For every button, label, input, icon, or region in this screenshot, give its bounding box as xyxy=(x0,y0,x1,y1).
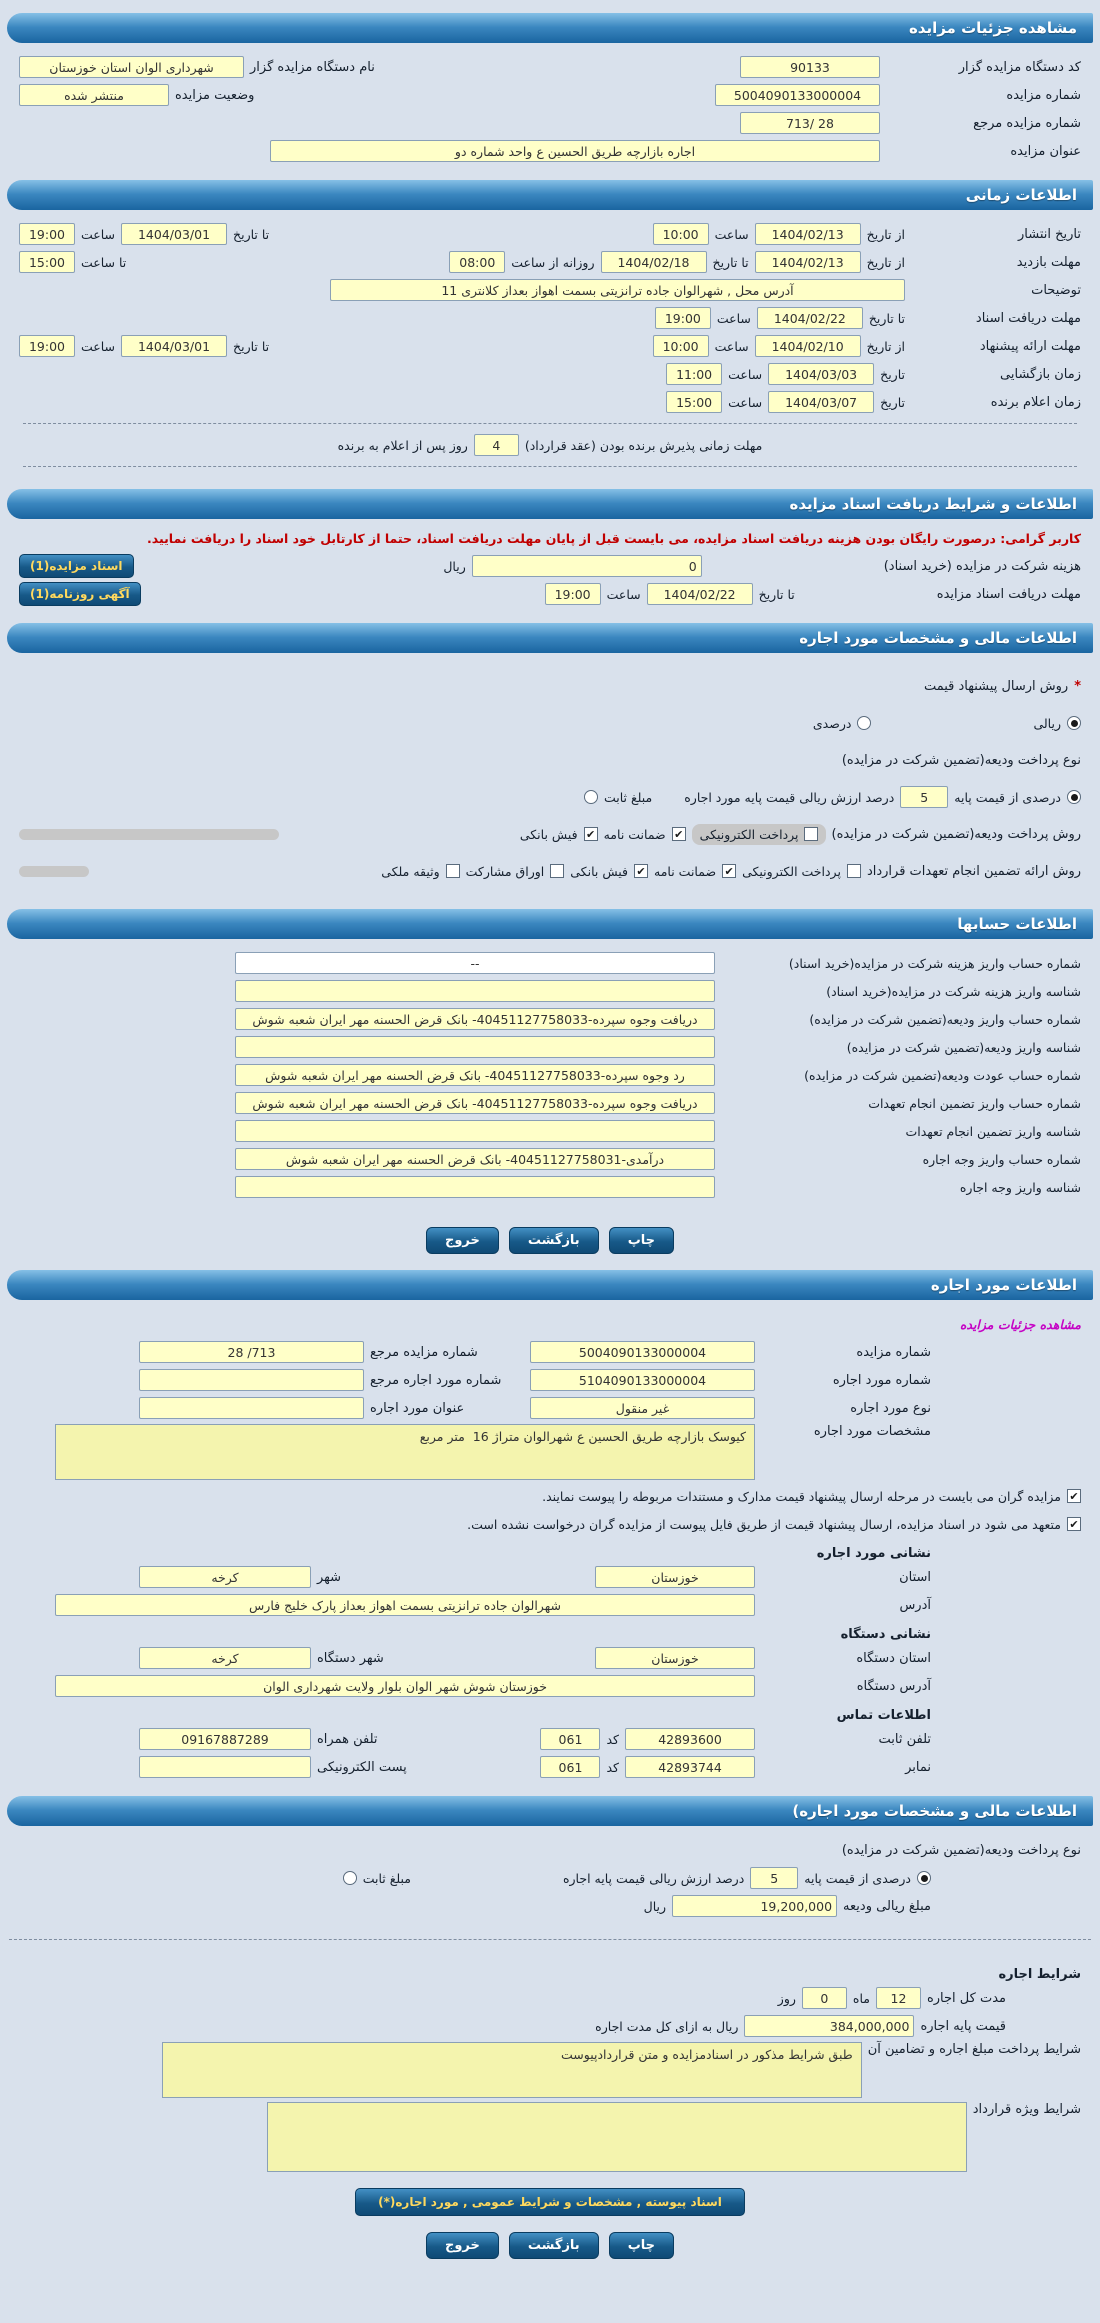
section-title-doc-conditions: اطلاعات و شرایط دریافت اسناد مزایده xyxy=(789,495,1077,513)
fax-field[interactable] xyxy=(625,1756,755,1778)
rental-address-block xyxy=(19,1546,1081,1779)
visit-to-date-field[interactable] xyxy=(601,251,707,273)
rental-terms-heading: شرایط اجاره xyxy=(998,1967,1081,1982)
no-file-note-row xyxy=(19,1512,1081,1536)
fee-account-label: شماره حساب واریز هزینه شرکت در مزایده(خرید اسناد) xyxy=(788,955,1081,971)
base-price-suffix: ریال به ازای کل مدت اجاره xyxy=(595,2018,739,2034)
section-header-doc-conditions xyxy=(7,489,1093,519)
notes-row xyxy=(19,278,1081,302)
offer-deadline-row xyxy=(19,334,1081,358)
rental-auction-number-label: شماره مزایده xyxy=(856,1344,931,1360)
auction-docs-button[interactable]: اسناد مزایده(1) xyxy=(19,554,134,578)
perf-epay-checkbox[interactable] xyxy=(847,864,861,878)
auction-number-row xyxy=(19,83,1081,107)
separator xyxy=(23,466,1077,467)
rental-item-title-field[interactable] xyxy=(139,1397,364,1419)
rental-fixed-amount-radio[interactable] xyxy=(343,1871,357,1885)
rental-item-title-label: عنوان مورد اجاره xyxy=(370,1400,465,1416)
winner-date-field[interactable] xyxy=(768,391,874,413)
email-group xyxy=(139,1756,407,1778)
section-auction-details xyxy=(5,43,1095,175)
auction-title-row xyxy=(19,139,1081,163)
deposit-method-row xyxy=(19,822,1081,846)
section-title-rental-item: اطلاعات مورد اجاره xyxy=(930,1276,1077,1294)
area-code-label: کد xyxy=(606,1759,619,1775)
deposit-type-options-row xyxy=(19,785,1081,809)
percent-of-base-radio[interactable] xyxy=(1067,790,1081,804)
attach-note-label: مزایده گران می بایست در مرحله ارسال پیشنهاد قیمت مدارک و مستندات مربوطه را پیوست نمایند. xyxy=(542,1488,1061,1504)
account-row xyxy=(19,1119,1081,1143)
disabled-options-bar xyxy=(19,866,89,877)
city-field[interactable] xyxy=(139,1566,311,1588)
to-date-label: تا تاریخ xyxy=(233,338,270,354)
payment-terms-label: شرایط پرداخت مبلغ اجاره و تضامین آن xyxy=(867,2042,1081,2057)
province-field[interactable] xyxy=(595,1566,755,1588)
daily-from-hour-label: روزانه از ساعت xyxy=(511,254,595,270)
bonds-checkbox[interactable] xyxy=(550,864,564,878)
rental-deposit-options xyxy=(19,1866,1081,1918)
disabled-options-bar xyxy=(19,829,279,840)
account-row xyxy=(19,951,1081,975)
account-row xyxy=(19,1007,1081,1031)
hour-label: ساعت xyxy=(81,338,116,354)
section-title-accounts: اطلاعات حسابها xyxy=(957,915,1077,933)
section-title-auction-details: مشاهده جزئیات مزایده xyxy=(908,19,1077,37)
print-button[interactable]: چاپ xyxy=(609,2232,674,2259)
estate-collateral-checkbox[interactable] xyxy=(446,864,460,878)
org-province-city-row xyxy=(19,1646,931,1670)
auction-ref-row xyxy=(19,111,1081,135)
fixed-amount-radio[interactable] xyxy=(584,790,598,804)
rental-auction-ref-label: شماره مزایده مرجع xyxy=(370,1344,478,1360)
performance-account-field[interactable] xyxy=(235,1092,715,1114)
rental-item-type-row xyxy=(19,1396,931,1420)
attach-note-checkbox[interactable] xyxy=(1067,1489,1081,1503)
fax-label: نمابر xyxy=(905,1759,931,1775)
org-city-group xyxy=(139,1647,384,1669)
base-price-row xyxy=(19,2014,1006,2038)
perf-guarantee-option-label: ضمانت نامه xyxy=(654,863,717,879)
publish-to-hour-field[interactable] xyxy=(19,223,75,245)
rental-item-specs-row xyxy=(19,1424,931,1480)
org-province-label: استان دستگاه xyxy=(856,1650,931,1666)
rial-unit-label: ریال xyxy=(443,558,466,574)
deposit-percent-field[interactable] xyxy=(900,786,948,808)
free-docs-warning: کاربر گرامی: درصورت رایگان بودن هزینه دریافت اسناد مزایده، می بایست قبل از پایان مهلت دریافت اسناد، حتما از کارتابل خود اسناد را دریافت نمایید. xyxy=(147,531,1081,546)
rental-auction-number-row xyxy=(19,1340,931,1364)
docs-deadline-row xyxy=(19,582,1081,606)
publish-from-hour-field[interactable] xyxy=(653,223,709,245)
perf-guarantee-checkbox[interactable] xyxy=(722,864,736,878)
section-title-time-info: اطلاعات زمانی xyxy=(965,186,1077,204)
deposit-account-label: شماره حساب واریز ودیعه(تضمین شرکت در مزایده) xyxy=(809,1011,1081,1027)
org-province-field[interactable] xyxy=(595,1647,755,1669)
city-label: شهر xyxy=(317,1569,342,1585)
rent-account-field[interactable] xyxy=(235,1148,715,1170)
perf-bank-slip-option-label: فیش بانکی xyxy=(570,863,629,879)
percent-of-base-label: درصدی از قیمت پایه xyxy=(954,789,1061,805)
rental-deposit-percent-field[interactable] xyxy=(750,1867,798,1889)
hour-label: ساعت xyxy=(81,226,116,242)
visit-to-hour-field[interactable] xyxy=(19,251,75,273)
fixed-amount-label: مبلغ ثابت xyxy=(603,789,653,805)
doc-deadline-label: مهلت دریافت اسناد xyxy=(975,310,1081,326)
docs-deadline-date-field[interactable] xyxy=(647,583,753,605)
special-terms-row xyxy=(19,2102,1081,2172)
section-rental-terms xyxy=(5,1949,1095,2283)
no-file-note-label: متعهد می شود در اسناد مزایده، ارسال پیشنهاد قیمت از طریق فایل پیوست از مزایده گران درخواست نشده است. xyxy=(467,1516,1061,1532)
org-name-group xyxy=(19,56,375,78)
winner-accept-suffix: روز پس از اعلام به برنده xyxy=(337,437,468,453)
rental-deposit-type-row xyxy=(19,1838,1081,1862)
rental-address-heading: نشانی مورد اجاره xyxy=(816,1546,931,1561)
special-terms-area[interactable] xyxy=(267,2102,967,2172)
back-button[interactable]: بازگشت xyxy=(509,2232,599,2259)
bottom-actions xyxy=(19,2232,1081,2259)
participation-fee-field[interactable] xyxy=(472,555,702,577)
address-label: آدرس xyxy=(899,1597,931,1613)
print-button[interactable]: چاپ xyxy=(609,1227,674,1254)
auction-ref-field[interactable] xyxy=(740,112,880,134)
doc-deadline-date-field[interactable] xyxy=(757,307,863,329)
email-field[interactable] xyxy=(139,1756,311,1778)
rental-terms-fields xyxy=(19,1986,1081,2038)
account-row xyxy=(19,1147,1081,1171)
base-price-field[interactable] xyxy=(744,2015,914,2037)
middle-actions xyxy=(5,1227,1095,1254)
opening-time-row xyxy=(19,362,1081,386)
rental-province-city-row xyxy=(19,1565,931,1589)
epay-option-label: پرداخت الکترونیکی xyxy=(699,826,799,842)
details-link-row xyxy=(19,1312,1081,1336)
auction-ref-label: شماره مزایده مرجع xyxy=(973,115,1081,131)
publish-from-date-field[interactable] xyxy=(755,223,861,245)
email-label: پست الکترونیکی xyxy=(317,1759,407,1775)
rental-auction-number-field[interactable] xyxy=(530,1341,755,1363)
deposit-method-label: روش پرداخت ودیعه(تضمین شرکت در مزایده) xyxy=(831,826,1081,842)
rental-auction-ref-group xyxy=(139,1341,478,1363)
account-row xyxy=(19,1063,1081,1087)
rial-option-label: ریالی xyxy=(1033,715,1061,731)
month-unit-label: ماه xyxy=(852,1990,870,2006)
phone-row xyxy=(19,1727,931,1751)
winner-announce-row xyxy=(19,390,1081,414)
rent-account-label: شماره حساب واریز وجه اجاره xyxy=(922,1151,1081,1167)
rental-item-specs-label: مشخصات مورد اجاره xyxy=(813,1424,931,1439)
rental-item-type-field[interactable] xyxy=(530,1397,755,1419)
exit-button[interactable]: خروج xyxy=(426,1227,499,1254)
duration-row xyxy=(19,1986,1006,2010)
rental-deposit-type-label: نوع پرداخت ودیعه(تضمین شرکت در مزایده) xyxy=(841,1842,1081,1858)
deposit-type-label: نوع پرداخت ودیعه(تضمین شرکت در مزایده) xyxy=(841,752,1081,768)
city-group xyxy=(139,1566,341,1588)
area-code-label: کد xyxy=(606,1731,619,1747)
no-file-note-checkbox[interactable] xyxy=(1067,1517,1081,1531)
participation-fee-label: هزینه شرکت در مزایده (خرید اسناد) xyxy=(883,558,1081,574)
deposit-amount-field[interactable] xyxy=(672,1895,837,1917)
rental-percent-suffix: درصد ارزش ریالی قیمت پایه اجاره xyxy=(562,1870,745,1886)
opening-hour-field[interactable] xyxy=(666,363,722,385)
auction-number-field[interactable] xyxy=(715,84,880,106)
offer-to-date-field[interactable] xyxy=(121,335,227,357)
performance-account-label: شماره حساب واریز تضمین انجام تعهدات xyxy=(868,1095,1081,1111)
rental-address-row xyxy=(19,1593,931,1617)
payment-terms-row xyxy=(19,2042,1081,2098)
rental-item-number-label: شماره مورد اجاره xyxy=(832,1372,931,1388)
section-header-rental-financial xyxy=(7,1796,1093,1826)
exit-button[interactable]: خروج xyxy=(426,2232,499,2259)
send-method-options-row xyxy=(19,711,1081,735)
to-date-label: تا تاریخ xyxy=(712,254,749,270)
duration-label: مدت کل اجاره xyxy=(926,1990,1006,2006)
separator xyxy=(23,423,1077,424)
section-title-rental-financial: اطلاعات مالی و مشخصات مورد اجاره) xyxy=(792,1802,1077,1820)
auction-title-label: عنوان مزایده xyxy=(1010,143,1081,159)
attached-docs-action xyxy=(19,2188,1081,2216)
visit-deadline-row xyxy=(19,250,1081,274)
special-terms-label: شرایط ویژه قرارداد xyxy=(972,2102,1081,2117)
percent-of-base-suffix: درصد ارزش ریالی قیمت پایه مورد اجاره xyxy=(684,789,895,805)
auction-number-label: شماره مزایده xyxy=(1006,87,1081,103)
province-label: استان xyxy=(899,1569,931,1585)
org-name-field[interactable] xyxy=(19,56,244,78)
deposit-account-field[interactable] xyxy=(235,1008,715,1030)
performance-guarantee-row xyxy=(19,859,1081,883)
visit-daily-hour-field[interactable] xyxy=(449,251,505,273)
bank-slip-option-label: فیش بانکی xyxy=(519,826,578,842)
base-price-label: قیمت پایه اجاره xyxy=(920,2018,1006,2034)
docs-deadline-hour-field[interactable] xyxy=(545,583,601,605)
section-rental-item xyxy=(5,1300,1095,1791)
auction-status-field[interactable] xyxy=(19,84,169,106)
account-row xyxy=(19,1091,1081,1115)
refund-account-label: شماره حساب عودت ودیعه(تضمین شرکت در مزایده) xyxy=(804,1067,1081,1083)
rental-item-title-group xyxy=(139,1397,464,1419)
notes-label: توضیحات xyxy=(1031,282,1081,298)
guarantee-checkbox[interactable] xyxy=(672,827,686,841)
section-doc-conditions xyxy=(5,519,1095,618)
view-auction-details-link[interactable]: مشاهده جزئیات مزایده xyxy=(959,1316,1081,1332)
winner-hour-field[interactable] xyxy=(666,391,722,413)
fee-deposit-id-field[interactable] xyxy=(235,980,715,1002)
hour-label: ساعت xyxy=(728,366,763,382)
hour-label: ساعت xyxy=(716,310,751,326)
doc-deadline-hour-field[interactable] xyxy=(655,307,711,329)
perf-epay-option-label: پرداخت الکترونیکی xyxy=(742,863,841,879)
to-date-label: تا تاریخ xyxy=(233,226,270,242)
publish-date-label: تاریخ انتشار xyxy=(1018,226,1081,242)
separator xyxy=(9,1939,1091,1940)
hour-label: ساعت xyxy=(714,226,749,242)
percent-option-label: درصدی xyxy=(812,715,852,731)
section-financial-info xyxy=(5,653,1095,904)
rental-item-specs-area[interactable] xyxy=(55,1424,755,1480)
winner-accept-days-field[interactable] xyxy=(474,434,519,456)
visit-to-hour-group xyxy=(19,251,126,273)
offer-from-date-field[interactable] xyxy=(755,335,861,357)
notes-field[interactable] xyxy=(330,279,905,301)
refund-account-field[interactable] xyxy=(235,1064,715,1086)
org-address-label: آدرس دستگاه xyxy=(856,1678,931,1694)
section-header-financial-info xyxy=(7,623,1093,653)
newspaper-ad-button[interactable]: آگهی روزنامه(1) xyxy=(19,582,141,606)
section-header-time-info xyxy=(7,180,1093,210)
fee-deposit-id-label: شناسه واریز هزینه شرکت در مزایده(خرید اسناد) xyxy=(826,983,1081,999)
publish-to-date-field[interactable] xyxy=(121,223,227,245)
rental-item-number-field[interactable] xyxy=(530,1369,755,1391)
mobile-label: تلفن همراه xyxy=(317,1731,378,1747)
mobile-group xyxy=(139,1728,378,1750)
org-address-row xyxy=(19,1674,931,1698)
from-date-label: از تاریخ xyxy=(866,338,905,354)
publish-date-row xyxy=(19,222,1081,246)
offer-deadline-label: مهلت ارائه پیشنهاد xyxy=(979,338,1081,354)
auction-code-row xyxy=(19,55,1081,79)
org-city-label: شهر دستگاه xyxy=(317,1650,384,1666)
date-label: تاریخ xyxy=(880,394,905,410)
rental-item-number-row xyxy=(19,1368,931,1392)
epay-option xyxy=(692,824,826,845)
auction-code-field[interactable] xyxy=(740,56,880,78)
hour-label: ساعت xyxy=(714,338,749,354)
guarantee-option-label: ضمانت نامه xyxy=(603,826,666,842)
from-date-label: از تاریخ xyxy=(866,226,905,242)
estate-collateral-option-label: وثیقه ملکی xyxy=(381,863,440,879)
duration-months-field[interactable] xyxy=(876,1987,921,2009)
back-button[interactable]: بازگشت xyxy=(509,1227,599,1254)
deposit-amount-label: مبلغ ریالی ودیعه xyxy=(843,1898,931,1914)
phone-code-field[interactable] xyxy=(540,1728,600,1750)
payment-terms-area[interactable] xyxy=(162,2042,862,2098)
deposit-type-row xyxy=(19,748,1081,772)
account-row xyxy=(19,979,1081,1003)
phone-field[interactable] xyxy=(625,1728,755,1750)
section-rental-financial xyxy=(5,1826,1095,1930)
visit-deadline-label: مهلت بازدید xyxy=(1016,254,1081,270)
performance-guarantee-label: روش ارائه تضمین انجام تعهدات قرارداد xyxy=(866,863,1081,879)
opening-date-field[interactable] xyxy=(768,363,874,385)
bank-slip-checkbox[interactable] xyxy=(584,827,598,841)
section-accounts xyxy=(5,939,1095,1211)
rental-deposit-options-row xyxy=(19,1866,931,1890)
rent-id-label: شناسه واریز وجه اجاره xyxy=(959,1179,1081,1195)
org-city-field[interactable] xyxy=(139,1647,311,1669)
attached-docs-button[interactable]: اسناد پیوسته , مشخصات و شرایط عمومی , مورد اجاره(*) xyxy=(355,2188,745,2216)
address-field[interactable] xyxy=(55,1594,755,1616)
day-unit-label: روز xyxy=(777,1990,796,2006)
auction-status-group xyxy=(19,84,254,106)
to-hour-label: تا ساعت xyxy=(81,254,127,270)
auction-status-label: وضعیت مزایده xyxy=(175,87,255,103)
rental-item-fields xyxy=(19,1340,1081,1480)
duration-days-field[interactable] xyxy=(802,1987,847,2009)
offer-to-hour-field[interactable] xyxy=(19,335,75,357)
doc-deadline-row xyxy=(19,306,1081,330)
to-date-label: تا تاریخ xyxy=(758,586,795,602)
attach-note-row xyxy=(19,1484,1081,1508)
percent-radio[interactable] xyxy=(857,716,871,730)
offer-to-group xyxy=(19,335,269,357)
rent-id-field[interactable] xyxy=(235,1176,715,1198)
from-date-label: از تاریخ xyxy=(866,254,905,270)
mobile-field[interactable] xyxy=(139,1728,311,1750)
send-method-label: روش ارسال پیشنهاد قیمت xyxy=(923,678,1069,694)
to-date-label: تا تاریخ xyxy=(868,310,905,326)
rial-radio[interactable] xyxy=(1067,716,1081,730)
publish-to-group xyxy=(19,223,269,245)
winner-accept-label: مهلت زمانی پذیرش برنده بودن (عقد قرارداد) xyxy=(524,437,763,453)
hour-label: ساعت xyxy=(606,586,641,602)
docs-deadline-label: مهلت دریافت اسناد مزایده xyxy=(936,586,1081,602)
deposit-id-label: شناسه واریز ودیعه(تضمین شرکت در مزایده) xyxy=(846,1039,1081,1055)
winner-announce-label: زمان اعلام برنده xyxy=(990,394,1081,410)
auction-code-label: کد دستگاه مزایده گزار xyxy=(958,59,1081,75)
rental-percent-of-base-radio[interactable] xyxy=(917,1871,931,1885)
phone-label: تلفن ثابت xyxy=(878,1731,931,1747)
contact-heading: اطلاعات تماس xyxy=(836,1708,931,1723)
bonds-option-label: اوراق مشارکت xyxy=(465,863,545,879)
section-title-financial-info: اطلاعات مالی و مشخصات مورد اجاره xyxy=(799,629,1077,647)
send-method-row xyxy=(19,674,1081,698)
rental-auction-ref-field[interactable] xyxy=(139,1341,364,1363)
hour-label: ساعت xyxy=(728,394,763,410)
rental-item-ref-label: شماره مورد اجاره مرجع xyxy=(370,1372,502,1388)
auction-title-field[interactable] xyxy=(270,140,880,162)
performance-id-label: شناسه واریز تضمین انجام تعهدات xyxy=(905,1123,1081,1139)
rental-fixed-amount-label: مبلغ ثابت xyxy=(362,1870,411,1886)
winner-accept-row xyxy=(19,433,1081,457)
section-header-auction-details xyxy=(7,13,1093,43)
fee-account-field[interactable] xyxy=(235,952,715,974)
perf-bank-slip-checkbox[interactable] xyxy=(634,864,648,878)
fax-code-field[interactable] xyxy=(540,1756,600,1778)
account-row xyxy=(19,1175,1081,1199)
rial-unit-label: ریال xyxy=(643,1898,667,1914)
opening-time-label: زمان بازگشایی xyxy=(1000,366,1081,382)
offer-from-hour-field[interactable] xyxy=(653,335,709,357)
org-address-field[interactable] xyxy=(55,1675,755,1697)
date-label: تاریخ xyxy=(880,366,905,382)
rental-percent-of-base-label: درصدی از قیمت پایه xyxy=(804,1870,911,1886)
epay-checkbox[interactable] xyxy=(804,827,818,841)
participation-fee-row xyxy=(19,554,1081,578)
required-asterisk: * xyxy=(1074,678,1081,694)
performance-id-field[interactable] xyxy=(235,1120,715,1142)
section-header-rental-item xyxy=(7,1270,1093,1300)
deposit-id-field[interactable] xyxy=(235,1036,715,1058)
account-row xyxy=(19,1035,1081,1059)
org-address-heading: نشانی دستگاه xyxy=(840,1627,931,1642)
rental-item-type-label: نوع مورد اجاره xyxy=(850,1400,931,1416)
section-time-info xyxy=(5,210,1095,484)
section-header-accounts xyxy=(7,909,1093,939)
rental-item-ref-group xyxy=(139,1369,501,1391)
deposit-amount-row xyxy=(19,1894,931,1918)
org-name-label: نام دستگاه مزایده گزار xyxy=(250,59,375,75)
fax-row xyxy=(19,1755,931,1779)
rental-item-ref-field[interactable] xyxy=(139,1369,364,1391)
visit-from-date-field[interactable] xyxy=(755,251,861,273)
